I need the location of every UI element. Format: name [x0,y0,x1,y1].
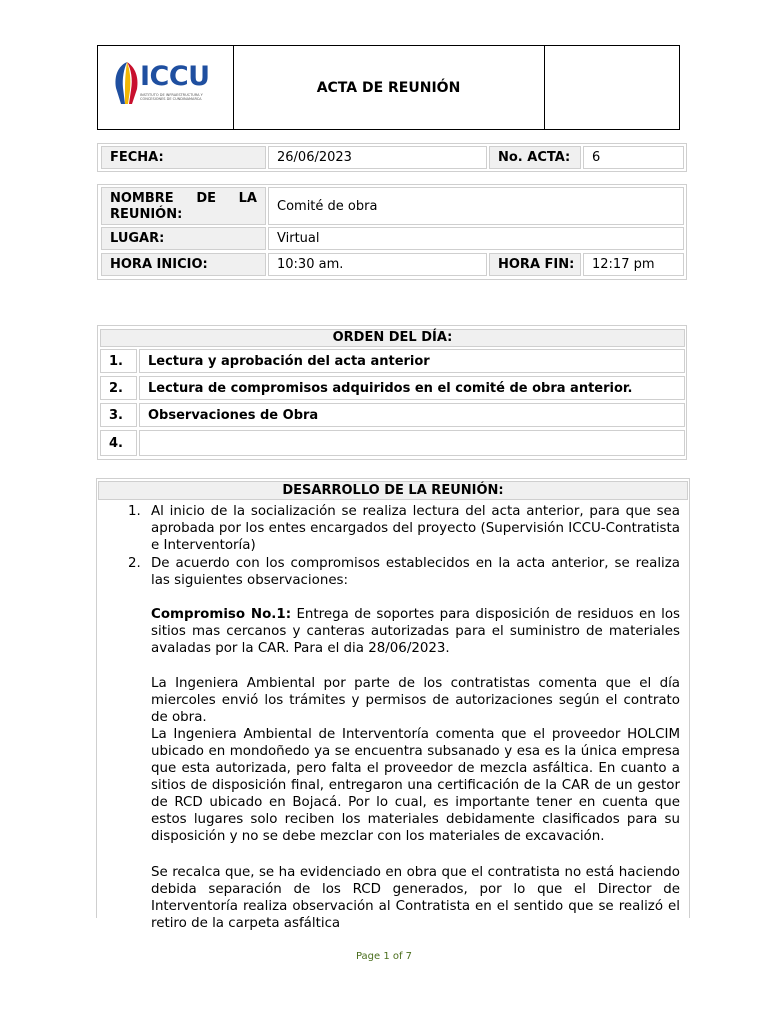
nombre-label-word-3: LA [238,191,257,206]
compromiso-text: Entrega de soportes para disposición de residuos en los sitios mas cercanos y canteras autorizadas para el suministro de materiales avaladas por la CAR. Para el dia 28/06/2023. [151,607,680,656]
acta-value: 6 [583,146,684,169]
desarrollo-item-number: 1. [128,504,141,519]
orden-item-number: 1. [100,349,137,373]
logo-subtext: INSTITUTO DE INFRAESTRUCTURA Y CONCESIONES DE CUNDINAMARCA [140,93,203,101]
logo-wordmark: ICCU [140,61,210,92]
hora-fin-value: 12:17 pm [583,253,684,276]
document-header [97,45,680,130]
orden-item-text: Observaciones de Obra [139,403,685,427]
orden-del-dia-title: ORDEN DEL DÍA: [100,329,685,347]
compromiso-label: Compromiso No.1: [151,607,292,622]
nombre-label-word-1: NOMBRE [110,191,174,206]
orden-item-text: Lectura y aprobación del acta anterior [139,349,685,373]
fecha-value: 26/06/2023 [268,146,487,169]
nombre-label [101,187,266,225]
orden-item-number: 2. [100,376,137,400]
iccu-logo-icon [112,60,142,106]
nombre-value: Comité de obra [268,187,684,225]
fecha-label: FECHA: [101,146,266,169]
paragraph: La Ingeniera Ambiental de Interventoría comenta que el proveedor HOLCIM ubicado en mondoñedo ya se encuentra subsanado y esa es la única empresa que esta autorizada, pero falta el proveedor de mezcla asfáltica. En cuanto a sitios de disposición final, entregaron una certificación de la CAR de un gestor de RCD ubicado en Bojacá. Por lo cual, es importante tener en cuenta que estos lugares solo reciben los materiales debidamente clasificados para su disposición y no se debe mezclar con los materiales de excavación. [151,727,680,844]
nombre-label-word-2: DE [196,191,216,206]
orden-item-number: 3. [100,403,137,427]
desarrollo-item-number: 2. [128,556,141,571]
hora-inicio-label: HORA INICIO: [101,253,266,276]
document-title: ACTA DE REUNIÓN [233,46,545,129]
lugar-value: Virtual [268,227,684,250]
lugar-label: LUGAR: [101,227,266,250]
nombre-label-word-4: REUNIÓN: [110,207,183,222]
page-number: Page 1 of 7 [355,951,413,962]
desarrollo-title: DESARROLLO DE LA REUNIÓN: [98,481,688,500]
acta-label: No. ACTA: [489,146,581,169]
desarrollo-item-text: Al inicio de la socialización se realiza lectura del acta anterior, para que sea aprobada por los entes encargados del proyecto (Supervisión ICCU-Contratista e Interventoría) [151,504,680,553]
paragraph: Se recalca que, se ha evidenciado en obra que el contratista no está haciendo debida separación de los RCD generados, por lo que el Director de Interventoría realiza observación al Contratista en el sentido que se realizó el retiro de la carpeta asfáltica [151,865,680,931]
orden-item-text: Lectura de compromisos adquiridos en el comité de obra anterior. [139,376,685,400]
hora-inicio-value: 10:30 am. [268,253,487,276]
orden-item-number: 4. [100,430,137,456]
paragraph: La Ingeniera Ambiental por parte de los contratistas comenta que el día miercoles envió los trámites y permisos de autorizaciones según el contrato de obra. [151,676,680,725]
logo-cell [98,46,234,129]
hora-fin-label: HORA FIN: [489,253,581,276]
orden-item-text [139,430,685,456]
desarrollo-item-text: De acuerdo con los compromisos establecidos en la acta anterior, se realiza las siguientes observaciones: [151,556,680,588]
compromiso-paragraph [151,606,680,657]
